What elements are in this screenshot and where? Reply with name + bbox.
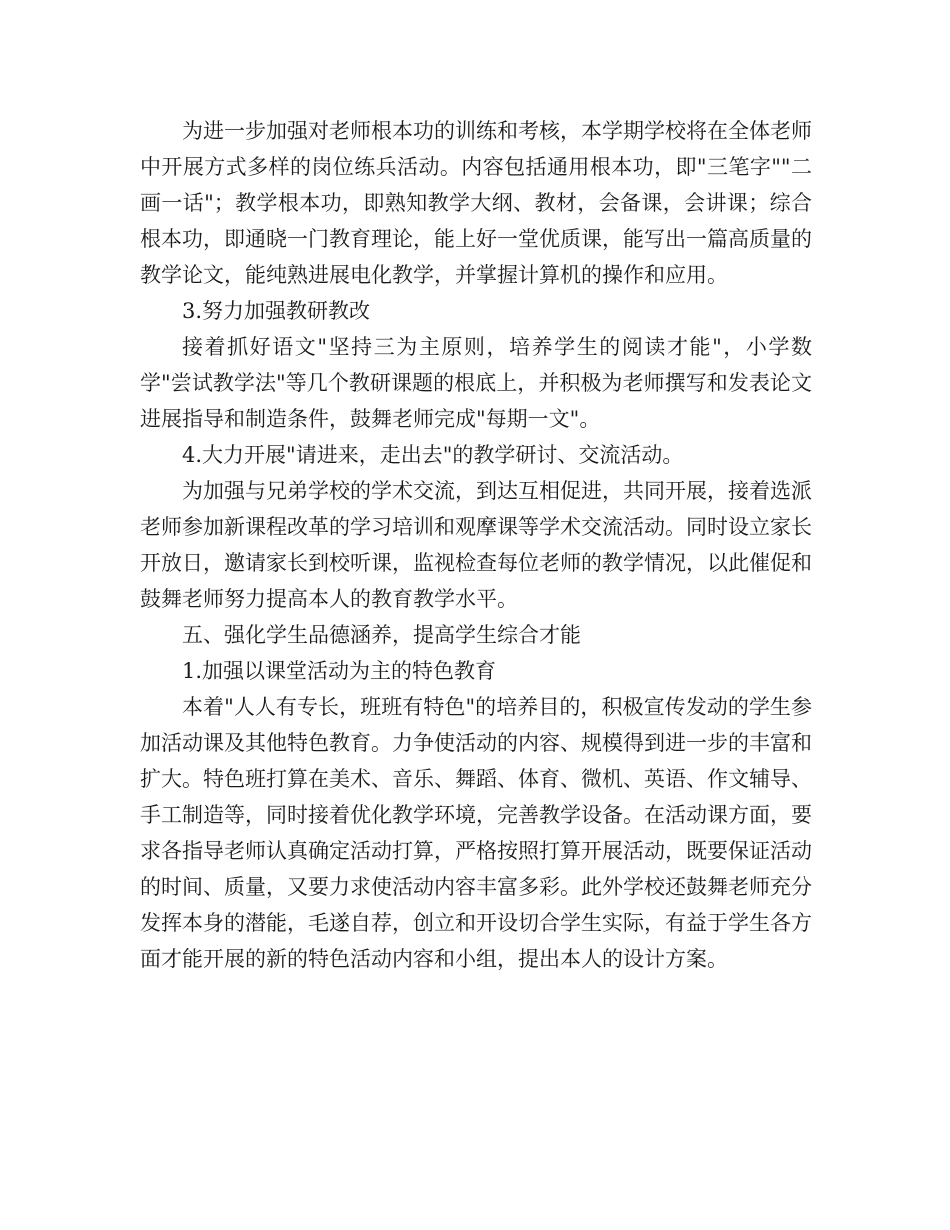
heading-characteristic-education: 1.加强以课堂活动为主的特色教育 bbox=[182, 659, 497, 683]
paragraph-training: 为进一步加强对老师根本功的训练和考核，本学期学校将在全体老师中开展方式多样的岗位练兵活动。内容包括通用根本功，即"三笔字""二画一话"；教学根本功，即熟知教学大纲、教材，会备课，会讲课；综合根本功，即通晓一门教育理论，能上好一堂优质课，能写出一篇高质量的教学论文，能纯熟进展电化教学，并掌握计算机的操作和应用。 bbox=[140, 119, 812, 287]
heading-exchange-activities: 4.大力开展"请进来，走出去"的教学研讨、交流活动。 bbox=[182, 443, 684, 467]
paragraph-activity-courses: 本着"人人有专长，班班有特色"的培养目的，积极宣传发动的学生参加活动课及其他特色教育。力争使活动的内容、规模得到进一步的丰富和扩大。特色班打算在美术、音乐、舞蹈、体育、微机、英语、作文辅导、手工制造等，同时接着优化教学环境，完善教学设备。在活动课方面，要求各指导老师认真确定活动打算，严格按照打算开展活动，既要保证活动的时间、质量，又要力求使活动内容丰富多彩。此外学校还鼓舞老师充分发挥本身的潜能，毛遂自荐，创立和开设切合学生实际，有益于学生各方面才能开展的新的特色活动内容和小组，提出本人的设计方案。 bbox=[140, 695, 812, 971]
paragraph-research-topics: 接着抓好语文"坚持三为主原则，培养学生的阅读才能"，小学数学"尝试教学法"等几个教研课题的根底上，并积极为老师撰写和发表论文进展指导和制造条件，鼓舞老师完成"每期一文"。 bbox=[140, 335, 812, 431]
paragraph-academic-exchange: 为加强与兄弟学校的学术交流，到达互相促进，共同开展，接着选派老师参加新课程改革的学习培训和观摩课等学术交流活动。同时设立家长开放日，邀请家长到校听课，监视检查每位老师的教学情况，以此催促和鼓舞老师努力提高本人的教育教学水平。 bbox=[140, 479, 812, 611]
heading-teaching-research: 3.努力加强教研教改 bbox=[182, 299, 371, 323]
document-body bbox=[140, 113, 812, 977]
section-heading-five: 五、强化学生品德涵养，提高学生综合才能 bbox=[182, 623, 581, 647]
